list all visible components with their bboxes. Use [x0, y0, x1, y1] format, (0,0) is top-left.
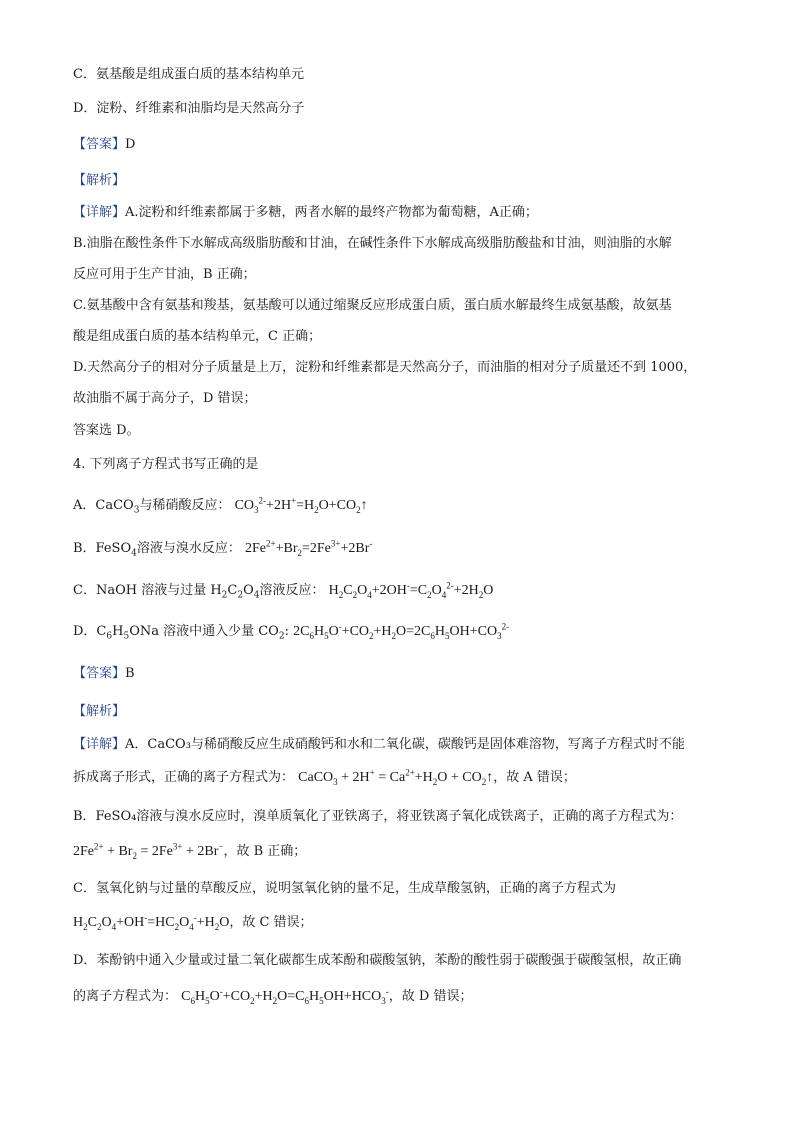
detail-d-2: 故油脂不属于高分子，D 错误； — [73, 391, 257, 406]
analysis-tag: 【解析】 — [73, 173, 126, 188]
equation-b: $2Fe^{2+}+Br_2=2Fe^{3+}+2Br^-$ — [245, 538, 373, 558]
equation-d: $2C_6H_5O^-+CO_2+H_2O=2C_6H_5OH+CO_3^{2-}$ — [293, 621, 510, 641]
detail-a: 【详解】A.淀粉和纤维素都属于多糖，两者水解的最终产物都为葡萄糖，A正确； — [73, 205, 538, 220]
detail-b-2: 反应可用于生产甘油，B 正确； — [73, 267, 256, 282]
equation-c-correct: $H_2C_2O_4+OH^-=HC_2O_4^-+H_2O$ — [73, 912, 230, 932]
q4-option-b: B．FeSO$_4$溶液与溴水反应： $2Fe^{2+}+Br_2=2Fe^{3+}+2Br^-$ — [73, 538, 373, 559]
q4-detail-d-2: 的离子方程式为： $C_6H_5O^-+CO_2+H_2O=C_6H_5OH+HCO_3^-$，故 D 错误； — [73, 986, 473, 1006]
q4-detail-a-2: 拆成离子形式，正确的离子方程式为： CaCO$_3$ + $2H^+ = Ca^{2+}+H_2O$ + $CO_2↑$，故 A 错误； — [73, 767, 576, 787]
answer-line — [73, 136, 135, 154]
q4-option-d: D．$C_6H_5ONa$ 溶液中通入少量 $CO_2$: $2C_6H_5O^-+CO_2+H_2O=2C_6H_5OH+CO_3^{2-}$ — [73, 621, 510, 642]
q4-detail-b-1: B．FeSO₄溶液与溴水反应时，溴单质氧化了亚铁离子，将亚铁离子氧化成铁离子，正确的离子方程式为： — [73, 809, 683, 824]
equation-d-correct: $C_6H_5O^-+CO_2+H_2O=C_6H_5OH+HCO_3^-$ — [181, 986, 389, 1006]
detail-c-2: 酸是组成蛋白质的基本结构单元，C 正确； — [73, 329, 322, 344]
answer-tag: 【答案】 — [73, 137, 126, 152]
q4-answer-line: 【答案】B — [73, 666, 135, 681]
detail-tag: 【详解】 — [73, 205, 126, 220]
q4-analysis-tag: 【解析】 — [73, 704, 126, 719]
answer-value: D — [125, 137, 136, 152]
q4-detail-c-2: $H_2C_2O_4+OH^-=HC_2O_4^-+H_2O$，故 C 错误； — [73, 912, 313, 932]
q4-detail-d-1: D．苯酚钠中通入少量或过量二氧化碳都生成苯酚和碳酸氢钠，苯酚的酸性弱于碳酸强于碳酸氢根，故正确 — [73, 953, 682, 968]
equation-c: $H_2C_2O_4+2OH^-=C_2O_4^{2-}+2H_2O$ — [328, 580, 494, 600]
q4-option-c: C．NaOH 溶液与过量 $H_2C_2O_4$溶液反应： $H_2C_2O_4+2OH^-=C_2O_4^{2-}+2H_2O$ — [73, 580, 494, 601]
equation-a: $CO_3^{2-}+2H^+=H_2O+CO_2↑$ — [234, 495, 368, 515]
question-4-stem: 4. 下列离子方程式书写正确的是 — [73, 457, 259, 472]
option-d: D．淀粉、纤维素和油脂均是天然高分子 — [73, 101, 305, 116]
q4-detail-b-2: $2Fe^{2+} + Br_2 = 2Fe^{3+} + 2Br^-$，故 B 正确； — [73, 841, 307, 861]
detail-c-1: C.氨基酸中含有氨基和羧基，氨基酸可以通过缩聚反应形成蛋白质，蛋白质水解最终生成氨基酸，故氨基 — [73, 298, 672, 313]
option-c: C．氨基酸是组成蛋白质的基本结构单元 — [73, 67, 304, 82]
detail-d-1: D.天然高分子的相对分子质量是上万，淀粉和纤维素都是天然高分子，而油脂的相对分子质量还不到 1000， — [73, 360, 697, 375]
q4-option-a: A．CaCO$_3$与稀硝酸反应： $CO_3^{2-}+2H^+=H_2O+CO_2↑$ — [73, 495, 368, 516]
q4-detail-a-1: 【详解】A．CaCO₃与稀硝酸反应生成硝酸钙和水和二氧化碳，碳酸钙是固体难溶物，写离子方程式时不能 — [73, 737, 685, 752]
detail-b-1: B.油脂在酸性条件下水解成高级脂肪酸和甘油，在碱性条件下水解成高级脂肪酸盐和甘油，则油脂的水解 — [73, 236, 672, 251]
q4-detail-c-1: C．氢氧化钠与过量的草酸反应，说明氢氧化钠的量不足，生成草酸氢钠，正确的离子方程式为 — [73, 881, 616, 896]
equation-a-correct: CaCO$_3$ + $2H^+ = Ca^{2+}+H_2O$ + $CO_2↑$ — [298, 767, 494, 787]
equation-b-correct: $2Fe^{2+} + Br_2 = 2Fe^{3+} + 2Br^-$ — [73, 841, 224, 861]
conclusion: 答案选 D。 — [73, 423, 140, 438]
